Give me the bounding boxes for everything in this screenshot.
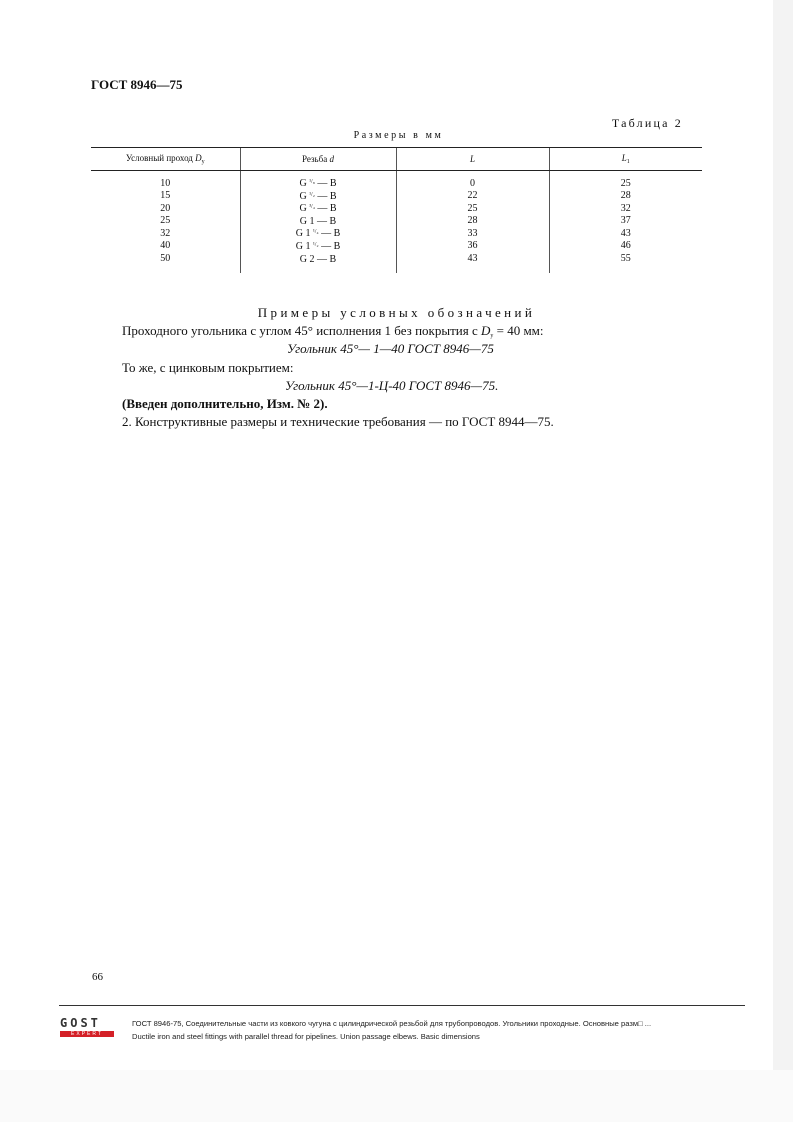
cell-length-l: 43 — [396, 253, 549, 274]
cell-length-l1: 32 — [549, 202, 702, 215]
cell-thread: G 1 $^{^1/_2}$ — B — [240, 240, 396, 253]
table-caption: Таблица 2 — [611, 116, 683, 130]
cell-length-l: 36 — [396, 240, 549, 253]
footer-divider — [59, 1005, 745, 1006]
cell-nominal-bore: 50 — [160, 253, 171, 265]
table-row — [91, 215, 702, 228]
example-2-designation: Угольник 45°—1-Ц-40 ГОСТ 8946—75. — [285, 378, 499, 393]
cell-nominal-bore: 15 — [160, 190, 171, 202]
dimensions-table — [91, 147, 702, 273]
table-row — [91, 227, 702, 240]
header-nominal-bore: Условный проход $D_у$ — [91, 148, 240, 171]
cell-length-l1: 25 — [549, 171, 702, 190]
cell-nominal-bore: 20 — [160, 202, 171, 214]
cell-length-l: 33 — [396, 227, 549, 240]
cell-length-l1: 43 — [549, 227, 702, 240]
cell-length-l1: 28 — [549, 190, 702, 203]
footer-title-ru: ГОСТ 8946-75, Соединительные части из ковкого чугуна с цилиндрической резьбой для трубопроводов. Угольники проходные. Основные разм□ ... — [132, 1019, 652, 1028]
amendment-note: (Введен дополнительно, Изм. № 2). — [122, 396, 328, 411]
cell-length-l: 0 — [396, 171, 549, 190]
cell-length-l1: 46 — [549, 240, 702, 253]
header-thread: Резьба d — [240, 148, 396, 171]
cell-nominal-bore: 40 — [160, 240, 171, 252]
cell-nominal-bore: 10 — [160, 177, 171, 189]
cell-thread: G $^{^1/_8}$ — B — [240, 171, 396, 190]
cell-length-l: 25 — [396, 202, 549, 215]
cell-nominal-bore: 32 — [160, 227, 171, 239]
footer-title-en: Ductile iron and steel fittings with parallel thread for pipelines. Union passage elbews. Basic dimensions — [132, 1032, 480, 1041]
cell-nominal-bore: 25 — [160, 215, 171, 227]
header-length-l: L — [396, 148, 549, 171]
page-number: 66 — [92, 971, 103, 983]
cell-length-l: 28 — [396, 215, 549, 228]
cell-thread: G 1 $^{^1/_4}$ — B — [240, 227, 396, 240]
table-header-row — [91, 148, 702, 171]
clause-2: 2. Конструктивные размеры и технические требования — по ГОСТ 8944—75. — [122, 414, 554, 429]
example-2-description: То же, с цинковым покрытием: — [122, 360, 294, 375]
header-length-l1: $L_1$ — [549, 148, 702, 171]
page-bottom-margin — [0, 1070, 793, 1122]
cell-thread: G 1 — B — [240, 215, 396, 228]
example-1-designation: Угольник 45°— 1—40 ГОСТ 8946—75 — [287, 341, 494, 356]
document-code: ГОСТ 8946—75 — [91, 77, 183, 92]
cell-thread: G 2 — B — [240, 253, 396, 274]
table-units-label: Размеры в мм — [353, 130, 444, 141]
cell-length-l: 22 — [396, 190, 549, 203]
example-1-description: Проходного угольника с углом 45° исполнения 1 без покрытия с $D_у = 40$ мм: — [122, 323, 544, 339]
gost-expert-logo: GOST EXPERT — [60, 1017, 114, 1039]
cell-length-l1: 37 — [549, 215, 702, 228]
table-row — [91, 240, 702, 253]
cell-thread: G $^{^1/_2}$ — B — [240, 190, 396, 203]
table-row — [91, 253, 702, 274]
page-edge-shadow — [773, 0, 793, 1070]
cell-length-l1: 55 — [549, 253, 702, 274]
examples-heading: Примеры условных обозначений — [257, 305, 536, 320]
table-row — [91, 171, 702, 190]
table-row — [91, 190, 702, 203]
cell-thread: G $^{^3/_4}$ — B — [240, 202, 396, 215]
table-row — [91, 202, 702, 215]
